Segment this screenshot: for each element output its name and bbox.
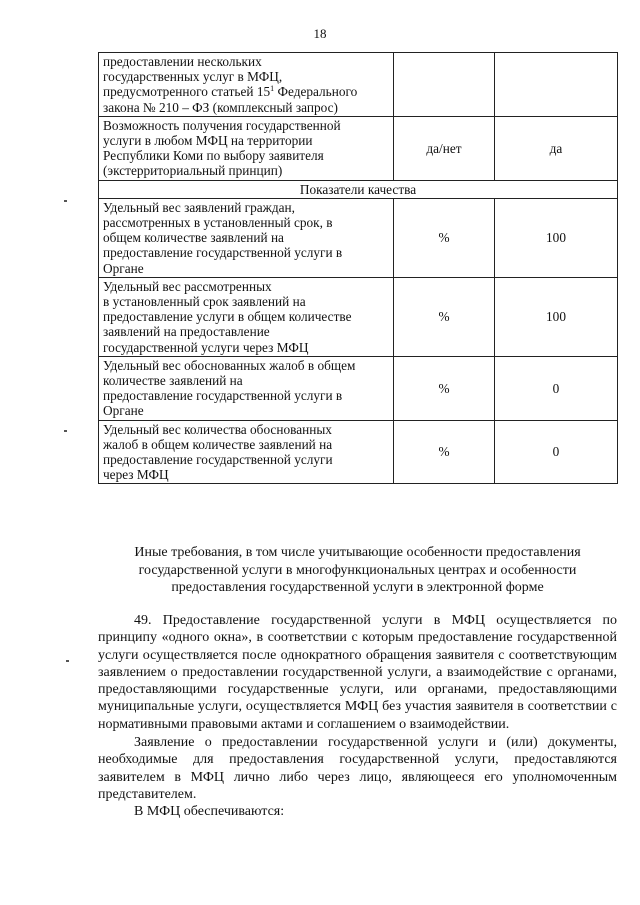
indicator-line xyxy=(103,422,389,437)
paragraph-application: Заявление о предоставлении государственной услуги и (или) документы, необходимые для предоставления государственной услуги, предоставляются заявителем в МФЦ лично либо через лицо, являющееся его уполномоченным представителем. xyxy=(98,735,617,802)
indicator-name-cell xyxy=(99,198,394,277)
indicator-text: предоставление государственной услуги xyxy=(103,452,333,468)
indicator-line xyxy=(103,200,389,215)
indicator-line xyxy=(103,279,389,294)
indicator-text: Органе xyxy=(103,260,144,276)
table-row xyxy=(99,277,618,356)
unit-cell: % xyxy=(394,420,495,484)
heading-line: государственной услуги в многофункциональных центрах и особенности xyxy=(138,562,577,578)
value-cell: да xyxy=(495,116,618,180)
indicator-line xyxy=(103,133,389,148)
indicator-text: (экстерриториальный принцип) xyxy=(103,163,283,179)
section-label: Показатели качества xyxy=(99,180,618,198)
indicator-text: предоставление государственной услуги в xyxy=(103,388,343,404)
indicator-text: рассмотренных в установленный срок, в xyxy=(103,215,333,231)
indicator-line xyxy=(103,215,389,230)
value-cell: 0 xyxy=(495,420,618,484)
table-row xyxy=(99,53,618,117)
unit-cell xyxy=(394,53,495,117)
table-section-row xyxy=(99,180,618,198)
unit-cell: % xyxy=(394,198,495,277)
indicator-text: количестве заявлений на xyxy=(103,373,243,389)
indicator-text: Удельный вес рассмотренных xyxy=(103,278,272,294)
indicator-name-cell xyxy=(99,53,394,117)
indicator-line xyxy=(103,148,389,163)
indicator-line xyxy=(103,309,389,324)
indicator-line xyxy=(103,467,389,482)
indicator-line xyxy=(103,69,389,84)
indicator-text: Возможность получения государственной xyxy=(103,117,341,133)
indicator-text: предоставление государственной услуги в xyxy=(103,245,343,261)
margin-mark xyxy=(64,200,67,202)
indicator-text: Органе xyxy=(103,403,144,419)
indicator-text: государственной услуги через МФЦ xyxy=(103,339,309,355)
unit-cell: да/нет xyxy=(394,116,495,180)
table-row xyxy=(99,198,618,277)
section-heading xyxy=(98,544,617,597)
indicator-name-cell xyxy=(99,116,394,180)
indicator-text: Удельный вес обоснованных жалоб в общем xyxy=(103,357,356,373)
indicator-text: предоставлении нескольких xyxy=(103,54,262,69)
indicator-text: в установленный срок заявлений на xyxy=(103,294,306,310)
indicator-name-cell xyxy=(99,420,394,484)
indicator-text: предусмотренного статьей 15 xyxy=(103,84,271,100)
indicator-text: Удельный вес заявлений граждан, xyxy=(103,199,295,215)
margin-mark xyxy=(64,430,67,432)
table-body xyxy=(99,53,618,484)
indicator-text: заявлений на предоставление xyxy=(103,324,270,340)
value-cell: 100 xyxy=(495,277,618,356)
unit-cell: % xyxy=(394,356,495,420)
indicator-text: государственных услуг в МФЦ, xyxy=(103,69,283,85)
indicator-name-cell xyxy=(99,356,394,420)
indicator-line xyxy=(103,230,389,245)
indicator-line xyxy=(103,340,389,355)
indicator-line xyxy=(103,388,389,403)
indicator-line xyxy=(103,294,389,309)
indicator-text: закона № 210 – ФЗ (комплексный запрос) xyxy=(103,99,338,115)
body-text xyxy=(98,612,617,821)
paragraph-49: 49. Предоставление государственной услуги в МФЦ осуществляется по принципу «одного окна», в соответствии с которым предоставление государственной услуги осуществляется после однократного обращения заявителя с соответствующим заявлением о предоставлении государственной услуги, а взаимодействие с органами, предоставляющими государственные услуги, или органами, предоставляющими муниципальные услуги, осуществляется МФЦ без участия заявителя в соответствии с нормативными правовыми актами и соглашением о взаимодействии. xyxy=(98,613,617,732)
heading-line: Иные требования, в том числе учитывающие особенности предоставления xyxy=(134,545,581,560)
indicator-name-cell xyxy=(99,277,394,356)
value-cell xyxy=(495,53,618,117)
indicator-line xyxy=(103,163,389,178)
indicator-text: предоставление услуги в общем количестве xyxy=(103,309,352,325)
quality-indicators-table xyxy=(98,52,618,484)
margin-mark xyxy=(66,660,69,662)
table-row xyxy=(99,420,618,484)
indicator-line xyxy=(103,100,389,115)
superscript: 1 xyxy=(270,84,275,94)
indicator-text: Республики Коми по выбору заявителя xyxy=(103,148,324,164)
unit-cell: % xyxy=(394,277,495,356)
value-cell: 100 xyxy=(495,198,618,277)
indicator-text: услуги в любом МФЦ на территории xyxy=(103,133,313,149)
indicator-line xyxy=(103,245,389,260)
indicator-line xyxy=(103,261,389,276)
page-number: 18 xyxy=(313,26,327,41)
paragraph-mfc-provides: В МФЦ обеспечиваются: xyxy=(134,804,285,820)
indicator-line xyxy=(103,358,389,373)
indicator-line xyxy=(103,403,389,418)
value-cell: 0 xyxy=(495,356,618,420)
indicator-line xyxy=(103,452,389,467)
indicator-line xyxy=(103,324,389,339)
table-row xyxy=(99,116,618,180)
heading-line: предоставления государственной услуги в электронной форме xyxy=(171,580,544,595)
indicator-line xyxy=(103,437,389,452)
indicator-text: Федерального xyxy=(274,84,358,100)
indicator-line xyxy=(103,373,389,388)
indicator-text: общем количестве заявлений на xyxy=(103,230,284,246)
table-row xyxy=(99,356,618,420)
indicator-text: Удельный вес количества обоснованных xyxy=(103,421,332,437)
indicator-text: через МФЦ xyxy=(103,467,169,483)
indicator-line xyxy=(103,54,389,69)
indicator-line xyxy=(103,118,389,133)
indicator-line xyxy=(103,84,389,99)
indicator-text: жалоб в общем количестве заявлений на xyxy=(103,436,333,452)
